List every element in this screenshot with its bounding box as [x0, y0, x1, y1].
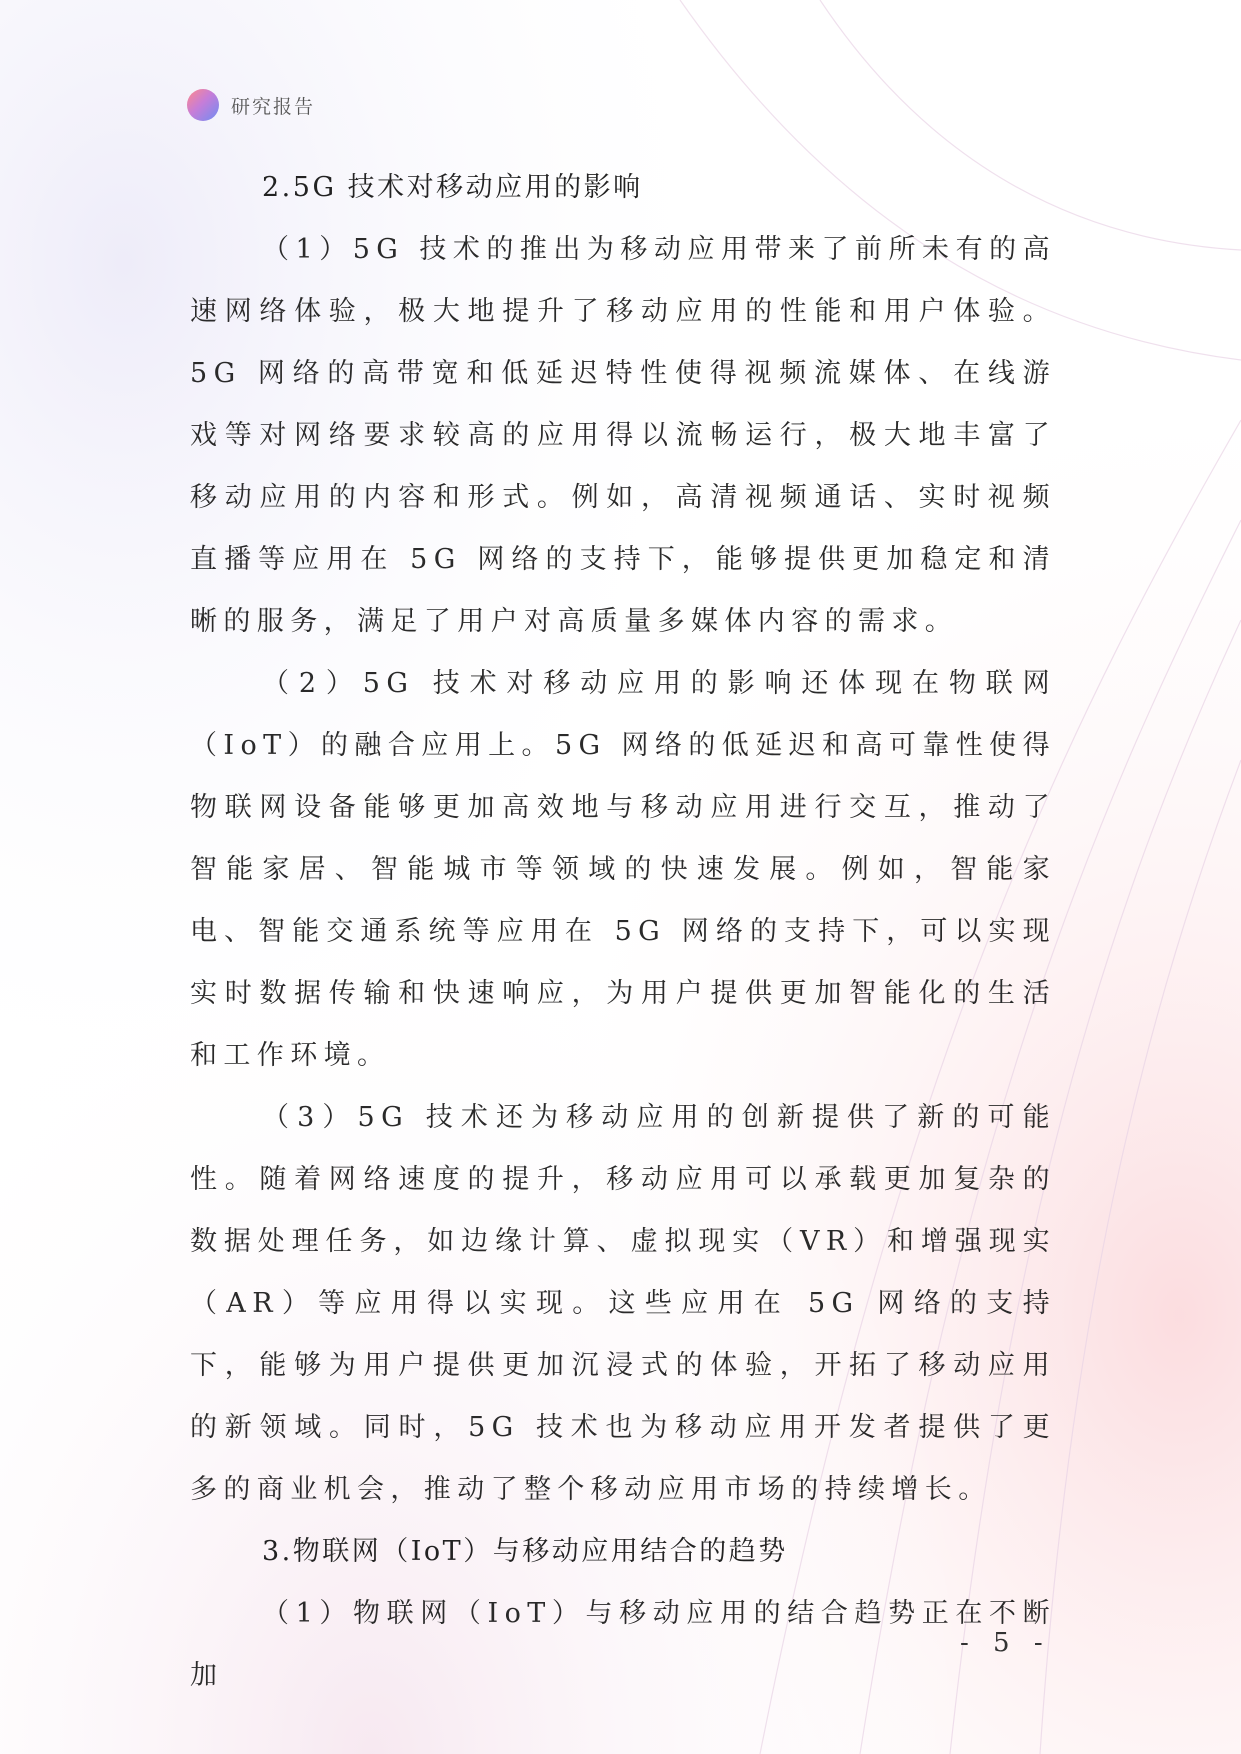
document-body [190, 157, 1056, 1707]
section-heading-5g: 2.5G 技术对移动应用的影响 [262, 172, 643, 203]
paragraph-5g-1: （1）5G 技术的推出为移动应用带来了前所未有的高速网络体验，极大地提升了移动应用的性能和用户体验。5G 网络的高带宽和低延迟特性使得视频流媒体、在线游戏等对网络要求较高的应用得以流畅运行，极大地丰富了移动应用的内容和形式。例如，高清视频通话、实时视频直播等应用在 5G 网络的支持下，能够提供更加稳定和清晰的服务，满足了用户对高质量多媒体内容的需求。 [190, 234, 1056, 637]
section-heading-iot: 3.物联网（IoT）与移动应用结合的趋势 [262, 1536, 788, 1567]
paragraph-5g-2: （2）5G 技术对移动应用的影响还体现在物联网（IoT）的融合应用上。5G 网络的低延迟和高可靠性使得物联网设备能够更加高效地与移动应用进行交互，推动了智能家居、智能城市等领域的快速发展。例如，智能家电、智能交通系统等应用在 5G 网络的支持下，可以实现实时数据传输和快速响应，为用户提供更加智能化的生活和工作环境。 [190, 668, 1056, 1071]
paragraph-iot-1: （1）物联网（IoT）与移动应用的结合趋势正在不断加 [190, 1598, 1056, 1691]
logo-circle-icon [187, 89, 219, 121]
report-header [187, 88, 315, 122]
header-title: 研究报告 [231, 95, 316, 118]
page-number: - 5 - [960, 1628, 1051, 1658]
paragraph-5g-3: （3）5G 技术还为移动应用的创新提供了新的可能性。随着网络速度的提升，移动应用可以承载更加复杂的数据处理任务，如边缘计算、虚拟现实（VR）和增强现实（AR）等应用得以实现。这些应用在 5G 网络的支持下，能够为用户提供更加沉浸式的体验，开拓了移动应用的新领域。同时，5G 技术也为移动应用开发者提供了更多的商业机会，推动了整个移动应用市场的持续增长。 [190, 1102, 1056, 1505]
